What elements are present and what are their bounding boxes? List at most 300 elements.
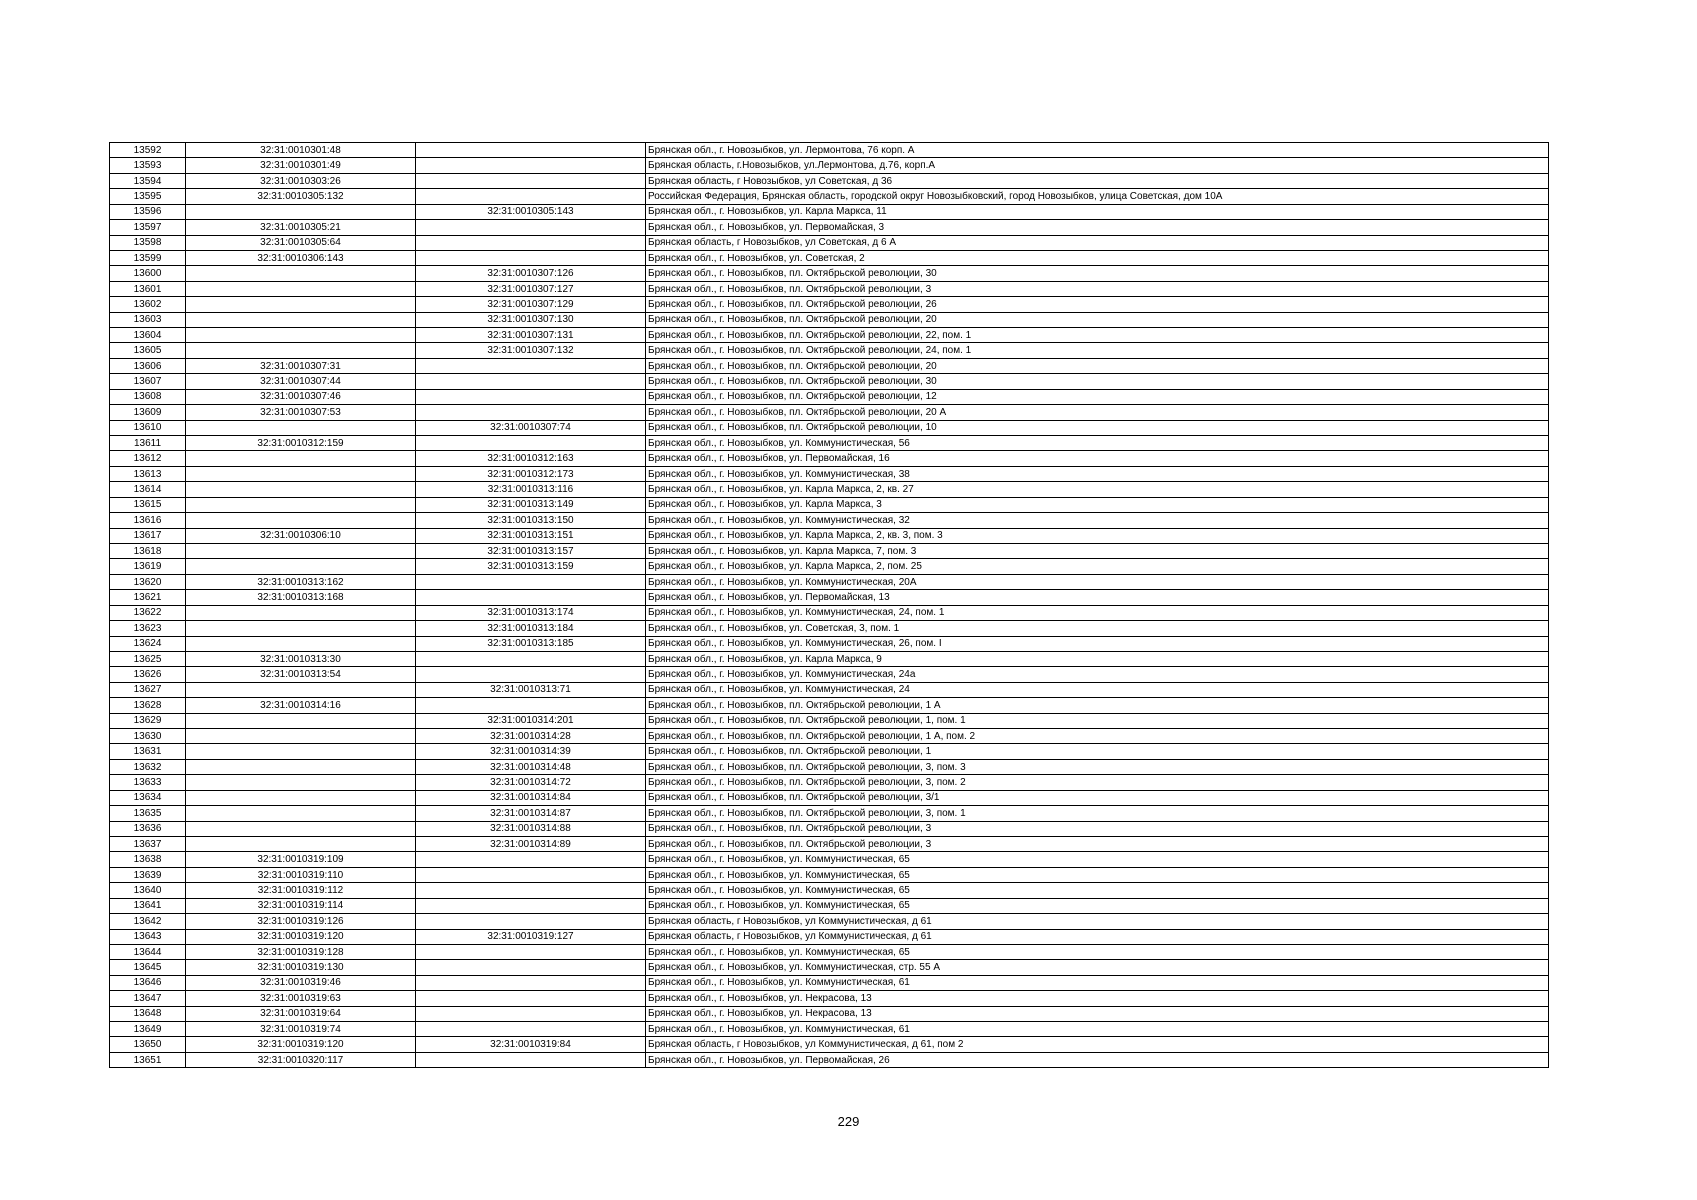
table-row bbox=[110, 821, 1549, 836]
address-cell: Брянская обл., г. Новозыбков, пл. Октябрьской революции, 3, пом. 2 bbox=[646, 775, 1549, 790]
address-cell: Брянская обл., г. Новозыбков, пл. Октябрьской революции, 3 bbox=[646, 281, 1549, 296]
row-number-cell: 13592 bbox=[110, 143, 186, 158]
table-row bbox=[110, 975, 1549, 990]
row-number-cell: 13623 bbox=[110, 621, 186, 636]
related-cadastral-number-cell bbox=[416, 590, 646, 605]
cadastral-number-cell: 32:31:0010319:120 bbox=[186, 1037, 416, 1052]
row-number-cell: 13644 bbox=[110, 944, 186, 959]
table-row bbox=[110, 497, 1549, 512]
related-cadastral-number-cell bbox=[416, 220, 646, 235]
row-number-cell: 13616 bbox=[110, 513, 186, 528]
row-number-cell: 13650 bbox=[110, 1037, 186, 1052]
address-cell: Брянская обл., г. Новозыбков, ул. Первомайская, 3 bbox=[646, 220, 1549, 235]
cadastral-number-cell: 32:31:0010319:64 bbox=[186, 1006, 416, 1021]
table-row bbox=[110, 836, 1549, 851]
related-cadastral-number-cell: 32:31:0010313:159 bbox=[416, 559, 646, 574]
related-cadastral-number-cell: 32:31:0010313:157 bbox=[416, 543, 646, 558]
related-cadastral-number-cell bbox=[416, 960, 646, 975]
address-cell: Брянская обл., г. Новозыбков, ул. Советская, 2 bbox=[646, 250, 1549, 265]
cadastral-number-cell: 32:31:0010307:53 bbox=[186, 405, 416, 420]
table-row bbox=[110, 729, 1549, 744]
related-cadastral-number-cell bbox=[416, 405, 646, 420]
address-cell: Брянская обл., г. Новозыбков, пл. Октябрьской революции, 3, пом. 1 bbox=[646, 806, 1549, 821]
cadastral-number-cell: 32:31:0010319:46 bbox=[186, 975, 416, 990]
cadastral-number-cell bbox=[186, 729, 416, 744]
table-row bbox=[110, 960, 1549, 975]
cadastral-number-cell bbox=[186, 821, 416, 836]
table-row bbox=[110, 158, 1549, 173]
address-cell: Брянская область, г Новозыбков, ул Советская, д 36 bbox=[646, 173, 1549, 188]
row-number-cell: 13606 bbox=[110, 358, 186, 373]
address-cell: Брянская обл., г. Новозыбков, пл. Октябрьской революции, 3, пом. 3 bbox=[646, 759, 1549, 774]
row-number-cell: 13638 bbox=[110, 852, 186, 867]
related-cadastral-number-cell bbox=[416, 574, 646, 589]
table-row bbox=[110, 759, 1549, 774]
related-cadastral-number-cell: 32:31:0010314:89 bbox=[416, 836, 646, 851]
row-number-cell: 13610 bbox=[110, 420, 186, 435]
related-cadastral-number-cell bbox=[416, 698, 646, 713]
related-cadastral-number-cell bbox=[416, 1022, 646, 1037]
address-cell: Брянская область, г Новозыбков, ул Коммунистическая, д 61, пом 2 bbox=[646, 1037, 1549, 1052]
related-cadastral-number-cell bbox=[416, 667, 646, 682]
cadastral-number-cell: 32:31:0010313:168 bbox=[186, 590, 416, 605]
cadastral-number-cell bbox=[186, 513, 416, 528]
row-number-cell: 13611 bbox=[110, 436, 186, 451]
cadastral-number-cell: 32:31:0010307:44 bbox=[186, 374, 416, 389]
cadastral-number-cell: 32:31:0010303:26 bbox=[186, 173, 416, 188]
cadastral-number-cell bbox=[186, 621, 416, 636]
table-row bbox=[110, 405, 1549, 420]
table-row bbox=[110, 790, 1549, 805]
cadastral-number-cell bbox=[186, 343, 416, 358]
cadastral-number-cell: 32:31:0010305:64 bbox=[186, 235, 416, 250]
related-cadastral-number-cell bbox=[416, 991, 646, 1006]
related-cadastral-number-cell: 32:31:0010312:173 bbox=[416, 466, 646, 481]
related-cadastral-number-cell bbox=[416, 975, 646, 990]
cadastral-number-cell: 32:31:0010313:54 bbox=[186, 667, 416, 682]
related-cadastral-number-cell bbox=[416, 250, 646, 265]
table-row bbox=[110, 1037, 1549, 1052]
table-row bbox=[110, 806, 1549, 821]
related-cadastral-number-cell: 32:31:0010314:201 bbox=[416, 713, 646, 728]
row-number-cell: 13647 bbox=[110, 991, 186, 1006]
address-cell: Брянская обл., г. Новозыбков, ул. Лермонтова, 76 корп. А bbox=[646, 143, 1549, 158]
table-row bbox=[110, 651, 1549, 666]
row-number-cell: 13609 bbox=[110, 405, 186, 420]
row-number-cell: 13649 bbox=[110, 1022, 186, 1037]
table-row bbox=[110, 914, 1549, 929]
table-row bbox=[110, 266, 1549, 281]
address-cell: Брянская область, г Новозыбков, ул Коммунистическая, д 61 bbox=[646, 929, 1549, 944]
table-row bbox=[110, 328, 1549, 343]
cadastral-number-cell bbox=[186, 559, 416, 574]
address-cell: Брянская обл., г. Новозыбков, ул. Некрасова, 13 bbox=[646, 1006, 1549, 1021]
address-cell: Брянская обл., г. Новозыбков, пл. Октябрьской революции, 24, пом. 1 bbox=[646, 343, 1549, 358]
table-row bbox=[110, 605, 1549, 620]
cadastral-number-cell bbox=[186, 806, 416, 821]
address-cell: Брянская обл., г. Новозыбков, ул. Карла Маркса, 2, кв. 27 bbox=[646, 482, 1549, 497]
row-number-cell: 13629 bbox=[110, 713, 186, 728]
row-number-cell: 13600 bbox=[110, 266, 186, 281]
cadastral-number-cell bbox=[186, 682, 416, 697]
related-cadastral-number-cell: 32:31:0010314:72 bbox=[416, 775, 646, 790]
row-number-cell: 13596 bbox=[110, 204, 186, 219]
row-number-cell: 13630 bbox=[110, 729, 186, 744]
cadastral-number-cell bbox=[186, 466, 416, 481]
row-number-cell: 13593 bbox=[110, 158, 186, 173]
cadastral-number-cell: 32:31:0010319:74 bbox=[186, 1022, 416, 1037]
cadastral-number-cell bbox=[186, 744, 416, 759]
address-cell: Брянская обл., г. Новозыбков, ул. Карла Маркса, 7, пом. 3 bbox=[646, 543, 1549, 558]
cadastral-number-cell: 32:31:0010301:48 bbox=[186, 143, 416, 158]
row-number-cell: 13607 bbox=[110, 374, 186, 389]
cadastral-number-cell bbox=[186, 713, 416, 728]
table-row bbox=[110, 621, 1549, 636]
row-number-cell: 13651 bbox=[110, 1052, 186, 1067]
row-number-cell: 13614 bbox=[110, 482, 186, 497]
address-cell: Брянская обл., г. Новозыбков, пл. Октябрьской революции, 1 А bbox=[646, 698, 1549, 713]
cadastral-number-cell: 32:31:0010319:120 bbox=[186, 929, 416, 944]
cadastral-number-cell bbox=[186, 790, 416, 805]
cadastral-number-cell: 32:31:0010319:63 bbox=[186, 991, 416, 1006]
cadastral-number-cell bbox=[186, 297, 416, 312]
related-cadastral-number-cell bbox=[416, 651, 646, 666]
cadastral-number-cell bbox=[186, 543, 416, 558]
row-number-cell: 13604 bbox=[110, 328, 186, 343]
row-number-cell: 13598 bbox=[110, 235, 186, 250]
table-row bbox=[110, 250, 1549, 265]
row-number-cell: 13594 bbox=[110, 173, 186, 188]
address-cell: Брянская обл., г. Новозыбков, ул. Некрасова, 13 bbox=[646, 991, 1549, 1006]
row-number-cell: 13645 bbox=[110, 960, 186, 975]
address-cell: Брянская обл., г. Новозыбков, ул. Коммунистическая, 65 bbox=[646, 944, 1549, 959]
cadastral-number-cell bbox=[186, 281, 416, 296]
address-cell: Брянская обл., г. Новозыбков, ул. Первомайская, 13 bbox=[646, 590, 1549, 605]
cadastral-number-cell: 32:31:0010319:109 bbox=[186, 852, 416, 867]
row-number-cell: 13631 bbox=[110, 744, 186, 759]
table-row bbox=[110, 744, 1549, 759]
row-number-cell: 13635 bbox=[110, 806, 186, 821]
table-row bbox=[110, 590, 1549, 605]
related-cadastral-number-cell: 32:31:0010313:185 bbox=[416, 636, 646, 651]
address-cell: Брянская обл., г. Новозыбков, ул. Коммунистическая, 61 bbox=[646, 1022, 1549, 1037]
related-cadastral-number-cell bbox=[416, 436, 646, 451]
address-cell: Брянская обл., г. Новозыбков, ул. Коммунистическая, 26, пом. I bbox=[646, 636, 1549, 651]
related-cadastral-number-cell bbox=[416, 852, 646, 867]
cadastral-number-cell bbox=[186, 636, 416, 651]
table-row bbox=[110, 929, 1549, 944]
row-number-cell: 13640 bbox=[110, 883, 186, 898]
address-cell: Брянская обл., г. Новозыбков, пл. Октябрьской революции, 3/1 bbox=[646, 790, 1549, 805]
row-number-cell: 13595 bbox=[110, 189, 186, 204]
row-number-cell: 13602 bbox=[110, 297, 186, 312]
related-cadastral-number-cell bbox=[416, 235, 646, 250]
related-cadastral-number-cell bbox=[416, 914, 646, 929]
related-cadastral-number-cell: 32:31:0010314:28 bbox=[416, 729, 646, 744]
cadastral-number-cell: 32:31:0010319:110 bbox=[186, 867, 416, 882]
address-cell: Брянская обл., г. Новозыбков, ул. Коммунистическая, 38 bbox=[646, 466, 1549, 481]
table-row bbox=[110, 358, 1549, 373]
cadastral-number-cell: 32:31:0010319:128 bbox=[186, 944, 416, 959]
cadastral-number-cell: 32:31:0010307:31 bbox=[186, 358, 416, 373]
cadastral-number-cell: 32:31:0010314:16 bbox=[186, 698, 416, 713]
address-cell: Брянская обл., г. Новозыбков, ул. Коммунистическая, 24, пом. 1 bbox=[646, 605, 1549, 620]
table-row bbox=[110, 312, 1549, 327]
related-cadastral-number-cell bbox=[416, 358, 646, 373]
related-cadastral-number-cell: 32:31:0010314:84 bbox=[416, 790, 646, 805]
related-cadastral-number-cell: 32:31:0010313:151 bbox=[416, 528, 646, 543]
cadastral-number-cell bbox=[186, 759, 416, 774]
cadastral-number-cell bbox=[186, 775, 416, 790]
address-cell: Брянская обл., г. Новозыбков, пл. Октябрьской революции, 20 bbox=[646, 312, 1549, 327]
table-row bbox=[110, 713, 1549, 728]
related-cadastral-number-cell: 32:31:0010314:39 bbox=[416, 744, 646, 759]
related-cadastral-number-cell bbox=[416, 173, 646, 188]
address-cell: Брянская обл., г. Новозыбков, пл. Октябрьской революции, 3 bbox=[646, 821, 1549, 836]
table-row bbox=[110, 883, 1549, 898]
related-cadastral-number-cell: 32:31:0010307:127 bbox=[416, 281, 646, 296]
cadastral-number-cell bbox=[186, 266, 416, 281]
related-cadastral-number-cell: 32:31:0010305:143 bbox=[416, 204, 646, 219]
related-cadastral-number-cell: 32:31:0010314:87 bbox=[416, 806, 646, 821]
table-row bbox=[110, 636, 1549, 651]
table-row bbox=[110, 1022, 1549, 1037]
address-cell: Брянская обл., г. Новозыбков, пл. Октябрьской революции, 20 А bbox=[646, 405, 1549, 420]
address-cell: Брянская обл., г. Новозыбков, пл. Октябрьской революции, 1, пом. 1 bbox=[646, 713, 1549, 728]
cadastral-number-cell: 32:31:0010305:21 bbox=[186, 220, 416, 235]
row-number-cell: 13615 bbox=[110, 497, 186, 512]
address-cell: Брянская обл., г. Новозыбков, ул. Карла Маркса, 11 bbox=[646, 204, 1549, 219]
table-body bbox=[110, 143, 1549, 1068]
address-cell: Брянская обл., г. Новозыбков, ул. Карла Маркса, 2, пом. 25 bbox=[646, 559, 1549, 574]
table-row bbox=[110, 220, 1549, 235]
related-cadastral-number-cell: 32:31:0010307:129 bbox=[416, 297, 646, 312]
cadastral-number-cell: 32:31:0010306:10 bbox=[186, 528, 416, 543]
related-cadastral-number-cell: 32:31:0010319:127 bbox=[416, 929, 646, 944]
address-cell: Брянская обл., г. Новозыбков, ул. Карла Маркса, 9 bbox=[646, 651, 1549, 666]
related-cadastral-number-cell: 32:31:0010313:71 bbox=[416, 682, 646, 697]
related-cadastral-number-cell: 32:31:0010312:163 bbox=[416, 451, 646, 466]
related-cadastral-number-cell bbox=[416, 143, 646, 158]
related-cadastral-number-cell bbox=[416, 1052, 646, 1067]
row-number-cell: 13621 bbox=[110, 590, 186, 605]
row-number-cell: 13639 bbox=[110, 867, 186, 882]
cadastral-number-cell: 32:31:0010319:112 bbox=[186, 883, 416, 898]
address-cell: Брянская обл., г. Новозыбков, пл. Октябрьской революции, 20 bbox=[646, 358, 1549, 373]
row-number-cell: 13641 bbox=[110, 898, 186, 913]
cadastral-number-cell bbox=[186, 312, 416, 327]
address-cell: Брянская обл., г. Новозыбков, ул. Коммунистическая, 56 bbox=[646, 436, 1549, 451]
row-number-cell: 13613 bbox=[110, 466, 186, 481]
cadastral-number-cell: 32:31:0010306:143 bbox=[186, 250, 416, 265]
table-row bbox=[110, 898, 1549, 913]
table-row bbox=[110, 1006, 1549, 1021]
cadastral-number-cell bbox=[186, 482, 416, 497]
row-number-cell: 13599 bbox=[110, 250, 186, 265]
row-number-cell: 13622 bbox=[110, 605, 186, 620]
row-number-cell: 13648 bbox=[110, 1006, 186, 1021]
row-number-cell: 13625 bbox=[110, 651, 186, 666]
address-cell: Брянская обл., г. Новозыбков, ул. Коммунистическая, 61 bbox=[646, 975, 1549, 990]
cadastral-number-cell bbox=[186, 497, 416, 512]
table-row bbox=[110, 235, 1549, 250]
address-cell: Брянская обл., г. Новозыбков, ул. Коммунистическая, стр. 55 А bbox=[646, 960, 1549, 975]
related-cadastral-number-cell: 32:31:0010307:74 bbox=[416, 420, 646, 435]
row-number-cell: 13608 bbox=[110, 389, 186, 404]
row-number-cell: 13628 bbox=[110, 698, 186, 713]
address-cell: Брянская область, г Новозыбков, ул Советская, д 6 А bbox=[646, 235, 1549, 250]
related-cadastral-number-cell: 32:31:0010314:88 bbox=[416, 821, 646, 836]
table-row bbox=[110, 867, 1549, 882]
row-number-cell: 13617 bbox=[110, 528, 186, 543]
related-cadastral-number-cell bbox=[416, 883, 646, 898]
table-row bbox=[110, 297, 1549, 312]
row-number-cell: 13636 bbox=[110, 821, 186, 836]
table-row bbox=[110, 436, 1549, 451]
row-number-cell: 13637 bbox=[110, 836, 186, 851]
related-cadastral-number-cell: 32:31:0010307:130 bbox=[416, 312, 646, 327]
table-row bbox=[110, 374, 1549, 389]
table-row bbox=[110, 173, 1549, 188]
table-row bbox=[110, 451, 1549, 466]
row-number-cell: 13597 bbox=[110, 220, 186, 235]
related-cadastral-number-cell bbox=[416, 867, 646, 882]
table-row bbox=[110, 528, 1549, 543]
row-number-cell: 13601 bbox=[110, 281, 186, 296]
row-number-cell: 13634 bbox=[110, 790, 186, 805]
row-number-cell: 13619 bbox=[110, 559, 186, 574]
related-cadastral-number-cell: 32:31:0010319:84 bbox=[416, 1037, 646, 1052]
address-cell: Брянская обл., г. Новозыбков, ул. Коммунистическая, 65 bbox=[646, 852, 1549, 867]
related-cadastral-number-cell: 32:31:0010313:116 bbox=[416, 482, 646, 497]
cadastral-number-cell bbox=[186, 328, 416, 343]
address-cell: Брянская обл., г. Новозыбков, ул. Коммунистическая, 32 bbox=[646, 513, 1549, 528]
row-number-cell: 13612 bbox=[110, 451, 186, 466]
address-cell: Брянская обл., г. Новозыбков, ул. Карла Маркса, 2, кв. 3, пом. 3 bbox=[646, 528, 1549, 543]
cadastral-number-cell bbox=[186, 836, 416, 851]
address-cell: Брянская обл., г. Новозыбков, пл. Октябрьской революции, 1 bbox=[646, 744, 1549, 759]
cadastral-table bbox=[109, 142, 1549, 1068]
cadastral-number-cell: 32:31:0010313:162 bbox=[186, 574, 416, 589]
related-cadastral-number-cell: 32:31:0010307:126 bbox=[416, 266, 646, 281]
row-number-cell: 13643 bbox=[110, 929, 186, 944]
row-number-cell: 13642 bbox=[110, 914, 186, 929]
table-row bbox=[110, 189, 1549, 204]
table-row bbox=[110, 143, 1549, 158]
related-cadastral-number-cell bbox=[416, 189, 646, 204]
table-row bbox=[110, 574, 1549, 589]
address-cell: Брянская обл., г. Новозыбков, ул. Советская, 3, пом. 1 bbox=[646, 621, 1549, 636]
row-number-cell: 13626 bbox=[110, 667, 186, 682]
related-cadastral-number-cell bbox=[416, 374, 646, 389]
cadastral-number-cell: 32:31:0010305:132 bbox=[186, 189, 416, 204]
related-cadastral-number-cell bbox=[416, 1006, 646, 1021]
row-number-cell: 13627 bbox=[110, 682, 186, 697]
address-cell: Брянская область, г.Новозыбков, ул.Лермонтова, д.76, корп.А bbox=[646, 158, 1549, 173]
table-row bbox=[110, 420, 1549, 435]
table-row bbox=[110, 343, 1549, 358]
table-row bbox=[110, 698, 1549, 713]
address-cell: Брянская обл., г. Новозыбков, ул. Коммунистическая, 65 bbox=[646, 867, 1549, 882]
table-row bbox=[110, 775, 1549, 790]
related-cadastral-number-cell: 32:31:0010307:132 bbox=[416, 343, 646, 358]
cadastral-number-cell bbox=[186, 204, 416, 219]
address-cell: Брянская обл., г. Новозыбков, пл. Октябрьской революции, 30 bbox=[646, 374, 1549, 389]
related-cadastral-number-cell: 32:31:0010314:48 bbox=[416, 759, 646, 774]
table-row bbox=[110, 543, 1549, 558]
address-cell: Брянская обл., г. Новозыбков, ул. Коммунистическая, 65 bbox=[646, 898, 1549, 913]
row-number-cell: 13618 bbox=[110, 543, 186, 558]
table-row bbox=[110, 1052, 1549, 1067]
address-cell: Брянская обл., г. Новозыбков, пл. Октябрьской революции, 1 А, пом. 2 bbox=[646, 729, 1549, 744]
address-cell: Брянская обл., г. Новозыбков, ул. Карла Маркса, 3 bbox=[646, 497, 1549, 512]
related-cadastral-number-cell: 32:31:0010313:174 bbox=[416, 605, 646, 620]
address-cell: Брянская обл., г. Новозыбков, ул. Коммунистическая, 24 bbox=[646, 682, 1549, 697]
address-cell: Брянская обл., г. Новозыбков, пл. Октябрьской революции, 30 bbox=[646, 266, 1549, 281]
cadastral-number-cell: 32:31:0010319:126 bbox=[186, 914, 416, 929]
related-cadastral-number-cell: 32:31:0010313:149 bbox=[416, 497, 646, 512]
related-cadastral-number-cell: 32:31:0010307:131 bbox=[416, 328, 646, 343]
table-row bbox=[110, 281, 1549, 296]
cadastral-number-cell: 32:31:0010313:30 bbox=[186, 651, 416, 666]
row-number-cell: 13633 bbox=[110, 775, 186, 790]
row-number-cell: 13646 bbox=[110, 975, 186, 990]
address-cell: Брянская обл., г. Новозыбков, ул. Первомайская, 26 bbox=[646, 1052, 1549, 1067]
address-cell: Брянская обл., г. Новозыбков, пл. Октябрьской революции, 22, пом. 1 bbox=[646, 328, 1549, 343]
table-row bbox=[110, 852, 1549, 867]
address-cell: Брянская обл., г. Новозыбков, пл. Октябрьской революции, 10 bbox=[646, 420, 1549, 435]
table-row bbox=[110, 204, 1549, 219]
cadastral-number-cell: 32:31:0010319:130 bbox=[186, 960, 416, 975]
related-cadastral-number-cell bbox=[416, 158, 646, 173]
cadastral-number-cell bbox=[186, 451, 416, 466]
address-cell: Брянская обл., г. Новозыбков, пл. Октябрьской революции, 26 bbox=[646, 297, 1549, 312]
page-number: 229 bbox=[837, 1114, 860, 1129]
table-row bbox=[110, 389, 1549, 404]
address-cell: Брянская обл., г. Новозыбков, ул. Первомайская, 16 bbox=[646, 451, 1549, 466]
address-cell: Брянская обл., г. Новозыбков, ул. Коммунистическая, 65 bbox=[646, 883, 1549, 898]
cadastral-number-cell: 32:31:0010312:159 bbox=[186, 436, 416, 451]
table-row bbox=[110, 682, 1549, 697]
address-cell: Брянская обл., г. Новозыбков, пл. Октябрьской революции, 3 bbox=[646, 836, 1549, 851]
related-cadastral-number-cell: 32:31:0010313:184 bbox=[416, 621, 646, 636]
address-cell: Брянская обл., г. Новозыбков, ул. Коммунистическая, 20А bbox=[646, 574, 1549, 589]
cadastral-number-cell: 32:31:0010320:117 bbox=[186, 1052, 416, 1067]
address-cell: Брянская область, г Новозыбков, ул Коммунистическая, д 61 bbox=[646, 914, 1549, 929]
row-number-cell: 13624 bbox=[110, 636, 186, 651]
table-row bbox=[110, 513, 1549, 528]
row-number-cell: 13620 bbox=[110, 574, 186, 589]
related-cadastral-number-cell bbox=[416, 898, 646, 913]
table-row bbox=[110, 482, 1549, 497]
table-row bbox=[110, 466, 1549, 481]
address-cell: Российская Федерация, Брянская область, городской округ Новозыбковский, город Новозыбков, улица Советская, дом 10А bbox=[646, 189, 1549, 204]
cadastral-number-cell bbox=[186, 605, 416, 620]
address-cell: Брянская обл., г. Новозыбков, пл. Октябрьской революции, 12 bbox=[646, 389, 1549, 404]
row-number-cell: 13603 bbox=[110, 312, 186, 327]
address-cell: Брянская обл., г. Новозыбков, ул. Коммунистическая, 24а bbox=[646, 667, 1549, 682]
table-row bbox=[110, 667, 1549, 682]
cadastral-number-cell bbox=[186, 420, 416, 435]
table-row bbox=[110, 559, 1549, 574]
cadastral-number-cell: 32:31:0010319:114 bbox=[186, 898, 416, 913]
table-row bbox=[110, 991, 1549, 1006]
table-row bbox=[110, 944, 1549, 959]
related-cadastral-number-cell bbox=[416, 944, 646, 959]
related-cadastral-number-cell bbox=[416, 389, 646, 404]
row-number-cell: 13605 bbox=[110, 343, 186, 358]
related-cadastral-number-cell: 32:31:0010313:150 bbox=[416, 513, 646, 528]
